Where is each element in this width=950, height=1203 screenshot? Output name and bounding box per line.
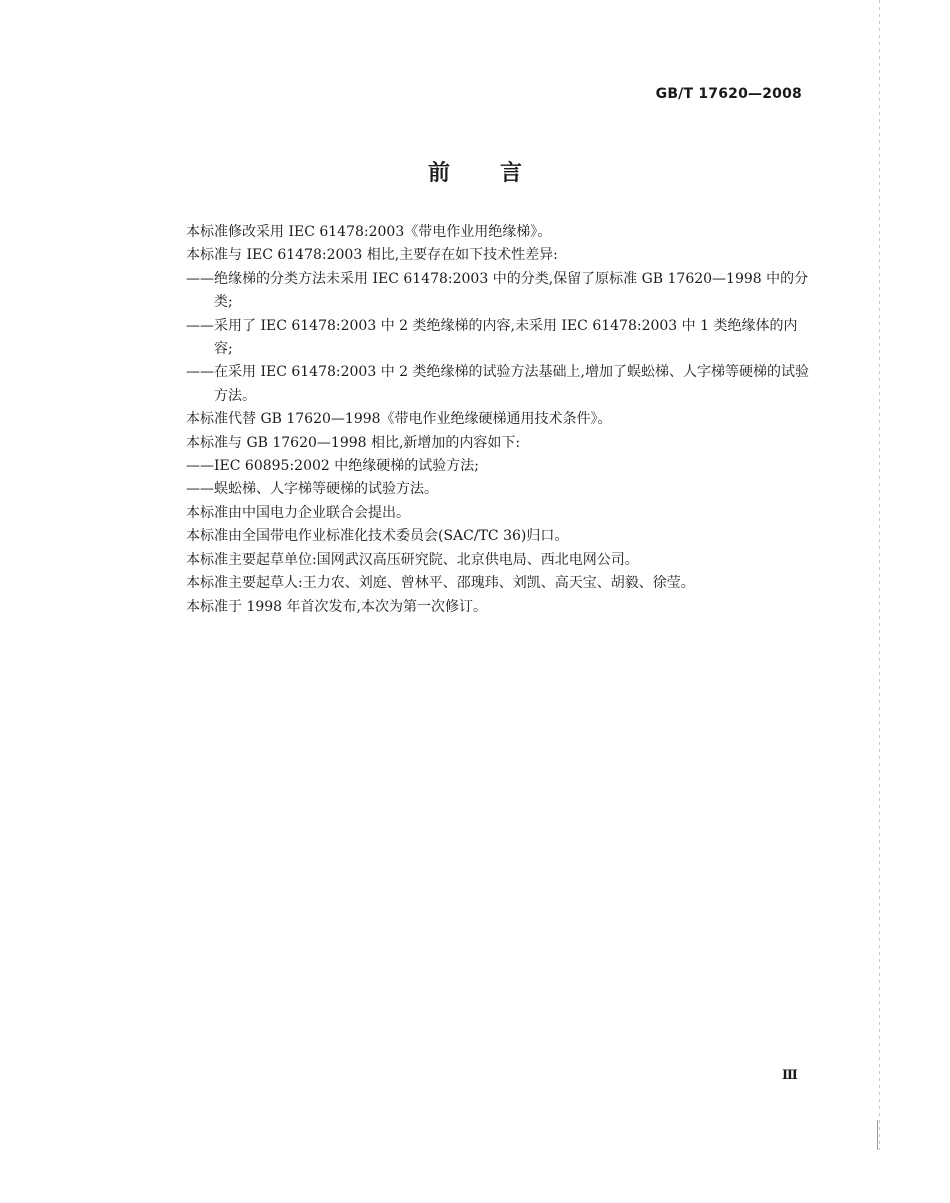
list-item [186, 455, 814, 478]
list-dash: —— [186, 364, 214, 381]
paragraph-drafters: 本标准主要起草人:王力农、刘庭、曾林平、邵瑰玮、刘凯、高天宝、胡毅、徐莹。 [186, 575, 695, 592]
scan-edge-mark [877, 1120, 878, 1150]
list-dash: —— [186, 481, 214, 498]
list-item-text: 绝缘梯的分类方法未采用 IEC 61478:2003 中的分类,保留了原标准 GB 17620—1998 中的分类; [214, 270, 809, 311]
list-item-text: 蜈蚣梯、人字梯等硬梯的试验方法。 [214, 481, 438, 498]
paragraph-new-content: 本标准与 GB 17620—1998 相比,新增加的内容如下: [186, 434, 521, 451]
paragraph-replaces: 本标准代替 GB 17620—1998《带电作业绝缘硬梯通用技术条件》。 [186, 411, 612, 428]
foreword-body [186, 221, 814, 619]
list-item-text: 在采用 IEC 61478:2003 中 2 类绝缘梯的试验方法基础上,增加了蜈蚣梯、人字梯等硬梯的试验方法。 [214, 364, 809, 404]
standard-number: GB/T 17620—2008 [655, 86, 802, 102]
title-char-1: 前 [427, 161, 450, 186]
list-item-text: 采用了 IEC 61478:2003 中 2 类绝缘梯的内容,未采用 IEC 61478:2003 中 1 类绝缘体的内容; [214, 317, 798, 358]
list-item [186, 361, 814, 408]
page-title [0, 156, 950, 187]
list-dash: —— [186, 317, 214, 334]
list-item-text: IEC 60895:2002 中绝缘硬梯的试验方法; [214, 458, 479, 475]
list-dash: —— [186, 458, 214, 475]
list-item [186, 478, 814, 501]
list-item [186, 268, 814, 315]
list-item [186, 315, 814, 362]
paragraph-drafting-units: 本标准主要起草单位:国网武汉高压研究院、北京供电局、西北电网公司。 [186, 551, 639, 568]
paragraph-proposed-by: 本标准由中国电力企业联合会提出。 [186, 504, 410, 521]
paragraph-adoption: 本标准修改采用 IEC 61478:2003《带电作业用绝缘梯》。 [186, 224, 552, 240]
title-char-2: 言 [500, 161, 523, 186]
paragraph-differences: 本标准与 IEC 61478:2003 相比,主要存在如下技术性差异: [186, 247, 558, 264]
page-number: Ⅲ [782, 1068, 798, 1083]
paragraph-centralized-by: 本标准由全国带电作业标准化技术委员会(SAC/TC 36)归口。 [186, 528, 569, 545]
paragraph-history: 本标准于 1998 年首次发布,本次为第一次修订。 [186, 598, 487, 615]
list-dash: —— [186, 270, 214, 287]
